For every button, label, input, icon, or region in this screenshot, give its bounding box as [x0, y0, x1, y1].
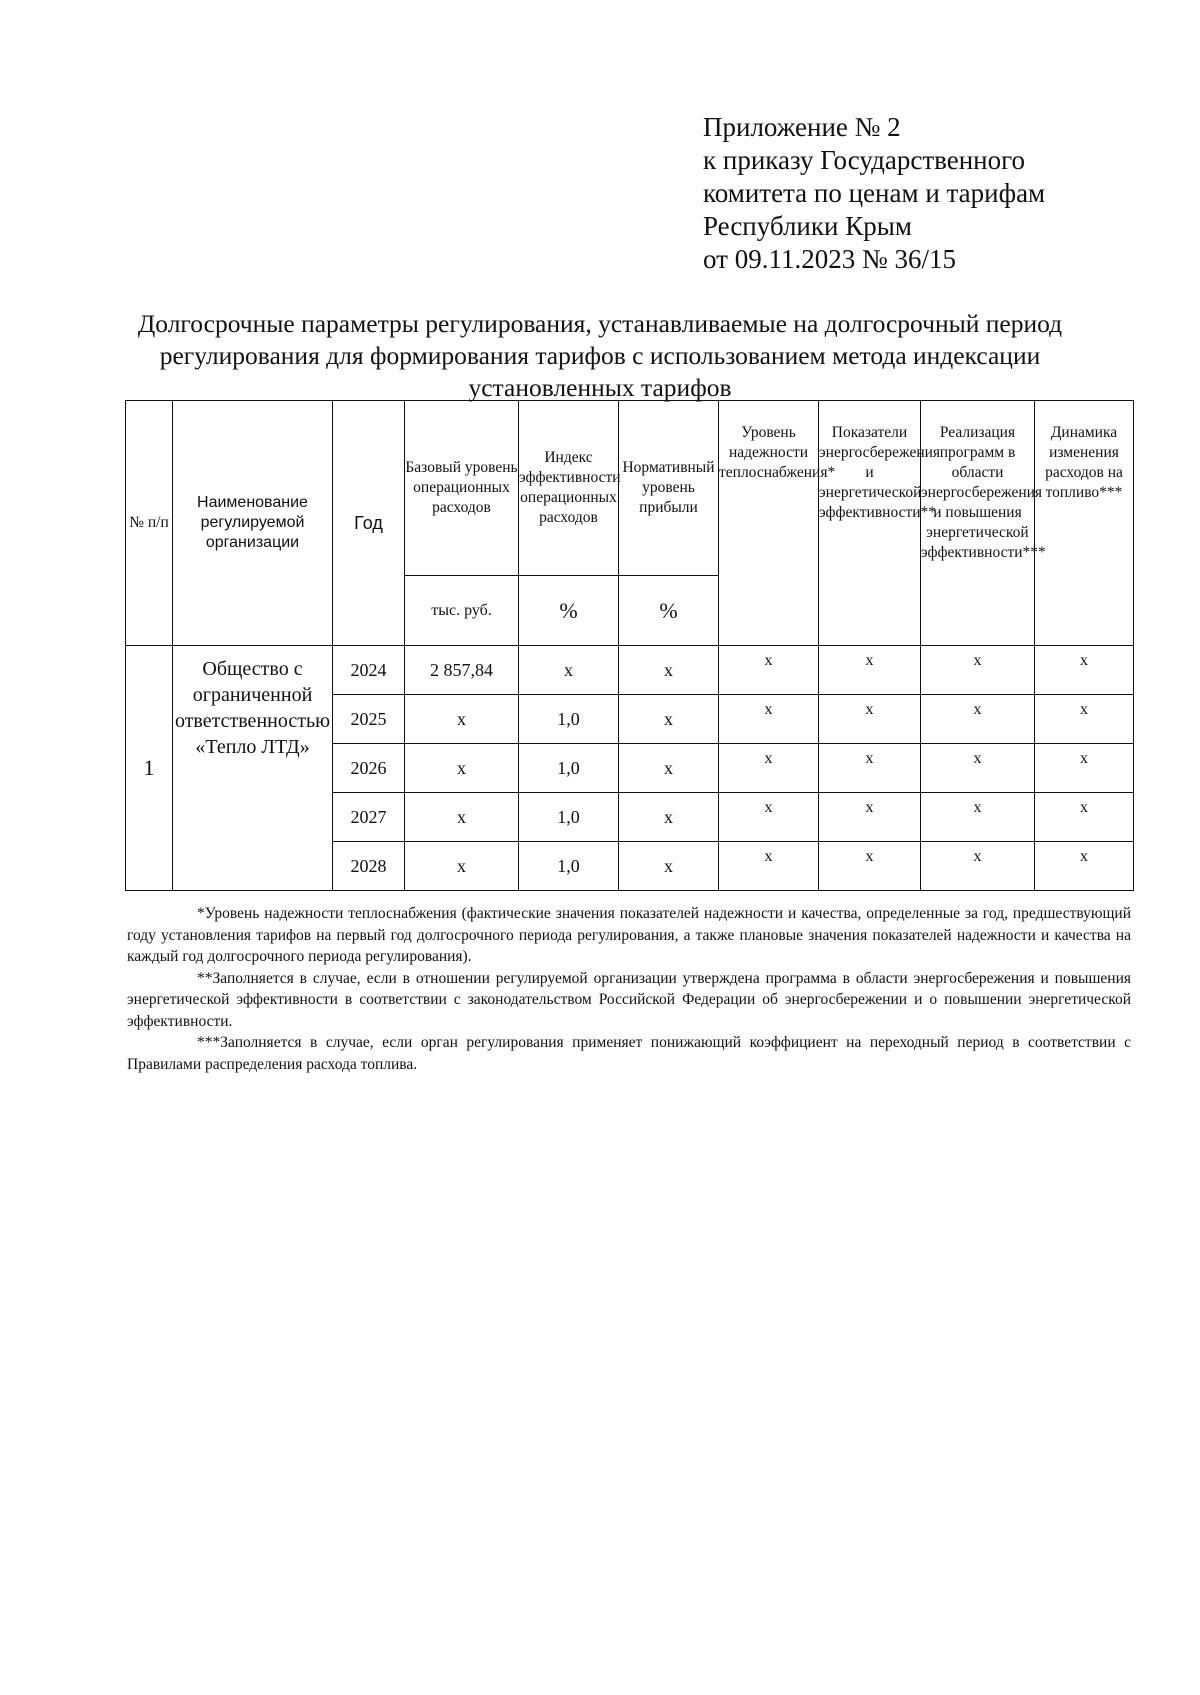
- cell-norm: х: [619, 646, 719, 695]
- cell-programs: х: [921, 695, 1035, 744]
- cell-year: 2025: [333, 695, 405, 744]
- document-title: Долгосрочные параметры регулирования, устанавливаемые на долгосрочный период регулирования для формирования тарифов с использованием метода индексации установленных тарифов: [137, 309, 1063, 402]
- cell-energy: х: [819, 744, 921, 793]
- header-num: № п/п: [126, 401, 173, 646]
- cell-programs: х: [921, 842, 1035, 891]
- cell-reliability: х: [719, 744, 819, 793]
- cell-reliability: х: [719, 793, 819, 842]
- cell-year: 2024: [333, 646, 405, 695]
- header-programs: Реализация программ в области энергосбережения и повышения энергетической эффективности***: [921, 401, 1035, 646]
- cell-fuel: х: [1035, 695, 1134, 744]
- cell-index: 1,0: [519, 793, 619, 842]
- footnote-energy-program: **Заполняется в случае, если в отношении регулируемой организации утверждена программа в области энергосбережения и повышения энергетической эффективности в соответствии с законодательством Российской Федерации об энергосбережении и о повышении энергетической эффективности.: [127, 969, 1131, 1030]
- cell-norm: х: [619, 695, 719, 744]
- appendix-line: Приложение № 2: [703, 112, 901, 142]
- unit-index: %: [519, 576, 619, 646]
- cell-energy: х: [819, 695, 921, 744]
- footnote-fuel: ***Заполняется в случае, если орган регулирования применяет понижающий коэффициент на переходный период в соответствии с Правилами распределения расхода топлива.: [127, 1034, 1131, 1073]
- cell-reliability: х: [719, 842, 819, 891]
- cell-programs: х: [921, 646, 1035, 695]
- footnotes: [127, 903, 1131, 1075]
- cell-base: х: [405, 744, 519, 793]
- cell-base: х: [405, 842, 519, 891]
- parameters-table: [125, 400, 1134, 891]
- organization-name: Общество с ограниченной ответственностью «Тепло ЛТД»: [173, 646, 333, 891]
- appendix-line: Республики Крым: [703, 211, 912, 241]
- cell-fuel: х: [1035, 842, 1134, 891]
- appendix-line: от 09.11.2023 № 36/15: [703, 244, 956, 274]
- cell-index: 1,0: [519, 695, 619, 744]
- header-efficiency-index: Индекс эффективности операционных расходов: [519, 401, 619, 576]
- cell-base: х: [405, 793, 519, 842]
- unit-base: тыс. руб.: [405, 576, 519, 646]
- cell-index: х: [519, 646, 619, 695]
- cell-base: х: [405, 695, 519, 744]
- cell-norm: х: [619, 744, 719, 793]
- cell-fuel: х: [1035, 646, 1134, 695]
- cell-energy: х: [819, 842, 921, 891]
- header-fuel-dynamics: Динамика изменения расходов на топливо***: [1035, 401, 1134, 646]
- row-number: 1: [126, 646, 173, 891]
- cell-programs: х: [921, 744, 1035, 793]
- unit-norm: %: [619, 576, 719, 646]
- cell-fuel: х: [1035, 744, 1134, 793]
- cell-index: 1,0: [519, 842, 619, 891]
- header-energy-indicators: Показатели энергосбережения и энергетической эффективности**: [819, 401, 921, 646]
- table-row: [126, 646, 1134, 695]
- cell-energy: х: [819, 646, 921, 695]
- cell-norm: х: [619, 842, 719, 891]
- cell-year: 2027: [333, 793, 405, 842]
- header-normative-profit: Нормативный уровень прибыли: [619, 401, 719, 576]
- appendix-line: к приказу Государственного: [703, 145, 1026, 175]
- appendix-block: [703, 111, 1173, 276]
- cell-programs: х: [921, 793, 1035, 842]
- cell-base: 2 857,84: [405, 646, 519, 695]
- appendix-line: комитета по ценам и тарифам: [703, 178, 1046, 208]
- cell-year: 2028: [333, 842, 405, 891]
- cell-reliability: х: [719, 646, 819, 695]
- cell-norm: х: [619, 793, 719, 842]
- cell-index: 1,0: [519, 744, 619, 793]
- cell-energy: х: [819, 793, 921, 842]
- header-year: Год: [333, 401, 405, 646]
- cell-reliability: х: [719, 695, 819, 744]
- cell-year: 2026: [333, 744, 405, 793]
- header-base-level: Базовый уровень операционных расходов: [405, 401, 519, 576]
- cell-fuel: х: [1035, 793, 1134, 842]
- header-reliability: Уровень надежности теплоснабжения*: [719, 401, 819, 646]
- footnote-reliability: *Уровень надежности теплоснабжения (фактические значения показателей надежности и качества, определенные за год, предшествующий году установления тарифов на первый год долгосрочного периода регулирования, а также плановые значения показателей надежности и качества на каждый год долгосрочного периода регулирования).: [127, 905, 1131, 965]
- header-organization: Наименование регулируемой организации: [173, 401, 333, 646]
